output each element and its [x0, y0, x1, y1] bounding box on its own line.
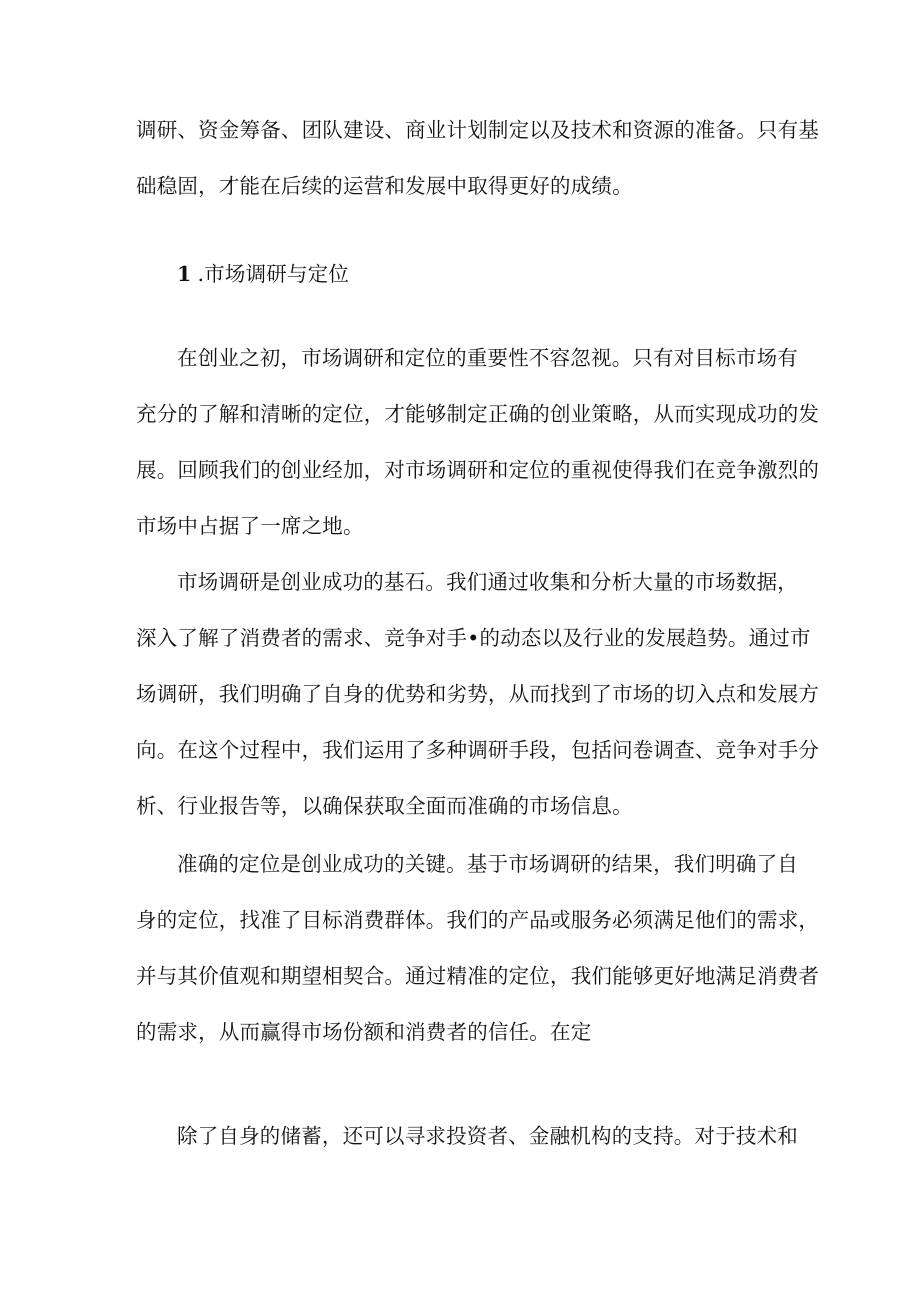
intro-line-1: 调研、资金筹备、团队建设、商业计划制定以及技术和资源的准备。只有基	[136, 118, 820, 142]
paragraph-2-line-4: 向。在这个过程中，我们运用了多种调研手段，包括问卷调查、竞争对手分	[136, 738, 820, 762]
paragraph-3-line-1: 准确的定位是创业成功的关键。基于市场调研的结果，我们明确了自	[177, 852, 798, 876]
paragraph-4-line-1: 除了自身的储蓄，还可以寻求投资者、金融机构的支持。对于技术和	[177, 1124, 798, 1148]
paragraph-1-line-1: 在创业之初，市场调研和定位的重要性不容忽视。只有对目标市场有	[177, 346, 798, 370]
paragraph-2-line-5: 析、行业报告等，以确保获取全面而准确的市场信息。	[136, 794, 633, 818]
paragraph-2-line-2: 深入了解了消费者的需求、竞争对手•的动态以及行业的发展趋势。通过市	[136, 626, 811, 650]
section-title: .市场调研与定位	[197, 262, 350, 286]
paragraph-1-line-3: 展。回顾我们的创业经加，对市场调研和定位的重视使得我们在竞争激烈的	[136, 458, 820, 482]
paragraph-3-line-2: 身的定位，找准了目标消费群体。我们的产品或服务必须满足他们的需求，	[136, 908, 820, 932]
paragraph-2-line-1: 市场调研是创业成功的基石。我们通过收集和分析大量的市场数据，	[177, 570, 798, 594]
paragraph-1-line-4: 市场中占据了一席之地。	[136, 514, 364, 538]
intro-line-2: 础稳固，才能在后续的运营和发展中取得更好的成绩。	[136, 174, 633, 198]
paragraph-3-line-4: 的需求，从而赢得市场份额和消费者的信任。在定	[136, 1020, 592, 1044]
paragraph-3-line-3: 并与其价值观和期望相契合。通过精准的定位，我们能够更好地满足消费者	[136, 964, 820, 988]
paragraph-2-line-3: 场调研，我们明确了自身的优势和劣势，从而找到了市场的切入点和发展方	[136, 682, 820, 706]
paragraph-1-line-2: 充分的了解和清晰的定位，才能够制定正确的创业策略，从而实现成功的发	[136, 402, 820, 426]
section-heading	[177, 260, 837, 288]
section-number: 1	[177, 262, 192, 286]
